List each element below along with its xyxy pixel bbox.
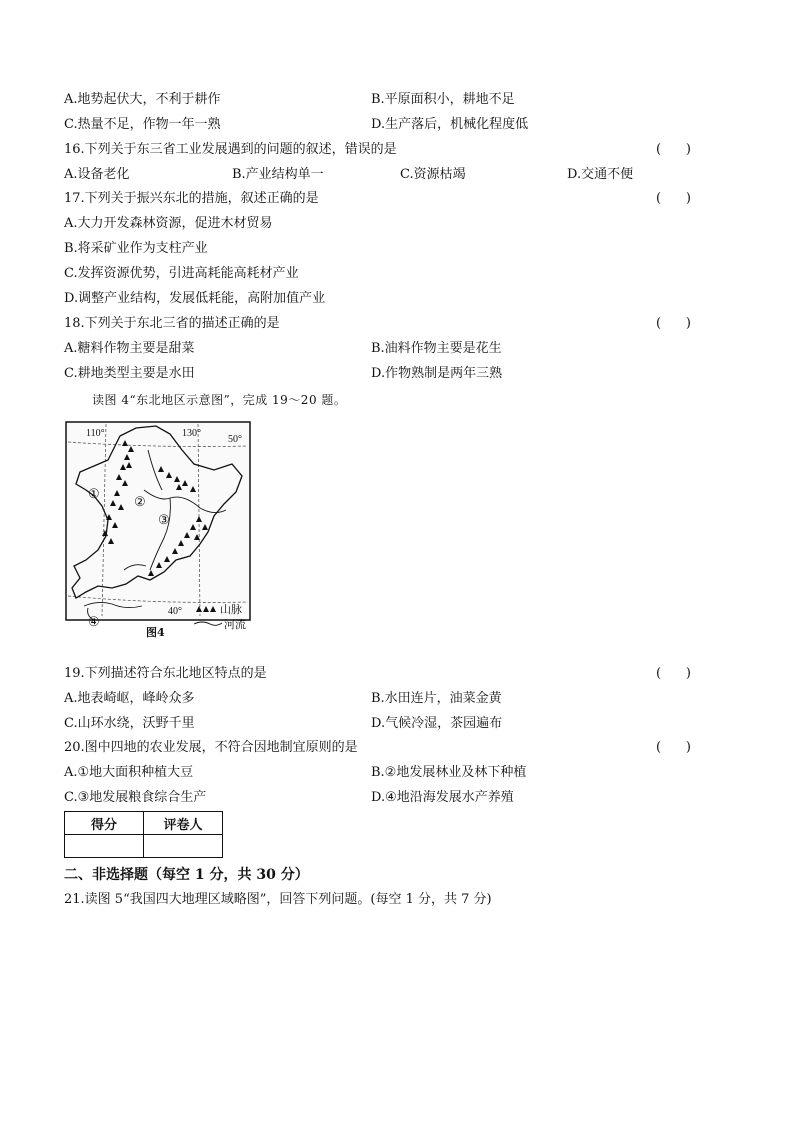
q17-option-c: C.发挥资源优势，引进高耗能高耗材产业 — [64, 266, 299, 281]
region-mark-3: ③ — [158, 513, 170, 528]
q18-answer-paren: ( ) — [656, 316, 691, 331]
q19-option-a: A.地表崎岖，峰岭众多 — [64, 691, 195, 706]
q17-stem: 17.下列关于振兴东北的措施，叙述正确的是 — [64, 191, 319, 206]
lat-label-40: 40° — [168, 606, 182, 617]
q17-option-b: B.将采矿业作为支柱产业 — [64, 241, 208, 256]
legend-river-label: 河流 — [224, 618, 246, 631]
section-2-title: 二、非选择题（每空 1 分，共 30 分） — [64, 867, 309, 883]
q18-option-b: B.油料作物主要是花生 — [371, 341, 502, 356]
q19-option-c: C.山环水绕，沃野千里 — [64, 716, 195, 731]
q21-stem: 21.读图 5“我国四大地理区域略图”，回答下列问题。(每空 1 分，共 7 分) — [64, 892, 492, 907]
q20-option-b: B.②地发展林业及林下种植 — [371, 765, 527, 780]
score-header: 得分 — [65, 812, 144, 835]
grader-cell[interactable] — [144, 835, 223, 858]
q19-option-b: B.水田连片，油菜金黄 — [371, 691, 502, 706]
score-cell[interactable] — [65, 835, 144, 858]
score-table — [64, 811, 223, 858]
grader-header: 评卷人 — [144, 812, 223, 835]
q20-option-d: D.④地沿海发展水产养殖 — [371, 790, 514, 805]
q17-answer-paren: ( ) — [656, 191, 691, 206]
q20-answer-paren: ( ) — [656, 740, 691, 755]
map-prompt: 读图 4“东北地区示意图”，完成 19～20 题。 — [92, 393, 347, 407]
region-mark-2: ② — [134, 495, 146, 510]
q18-option-d: D.作物熟制是两年三熟 — [371, 366, 503, 381]
q19-answer-paren: ( ) — [656, 666, 691, 681]
q16-stem: 16.下列关于东三省工业发展遇到的问题的叙述，错误的是 — [64, 142, 397, 157]
region-mark-4: ④ — [88, 615, 100, 630]
q15-option-c: C.热量不足，作物一年一熟 — [64, 117, 221, 132]
q15-option-b: B.平原面积小，耕地不足 — [371, 92, 515, 107]
lon-label-130: 130° — [182, 428, 201, 439]
q16-answer-paren: ( ) — [656, 142, 691, 157]
q18-stem: 18.下列关于东北三省的描述正确的是 — [64, 316, 280, 331]
q16-option-b: B.产业结构单一 — [232, 167, 324, 182]
q17-option-a: A.大力开发森林资源，促进木材贸易 — [64, 216, 273, 231]
q20-stem: 20.图中四地的农业发展，不符合因地制宜原则的是 — [64, 740, 358, 755]
lon-label-110: 110° — [86, 428, 105, 439]
score-table-blank-row — [65, 835, 223, 858]
q15-option-a: A.地势起伏大，不利于耕作 — [64, 92, 221, 107]
region-mark-1: ① — [88, 487, 100, 502]
q19-option-d: D.气候冷湿，茶园遍布 — [371, 716, 503, 731]
score-table-header-row — [65, 812, 223, 835]
q16-option-d: D.交通不便 — [567, 167, 634, 182]
legend-river-symbol — [194, 622, 222, 625]
map-caption: 图4 — [146, 626, 165, 638]
northeast-map-figure — [64, 420, 252, 638]
q16-option-a: A.设备老化 — [64, 167, 130, 182]
q16-option-c: C.资源枯竭 — [400, 167, 466, 182]
q15-option-d: D.生产落后，机械化程度低 — [371, 117, 529, 132]
northeast-map-svg — [64, 420, 252, 638]
q20-option-a: A.①地大面积种植大豆 — [64, 765, 194, 780]
q19-stem: 19.下列描述符合东北地区特点的是 — [64, 666, 267, 681]
q20-option-c: C.③地发展粮食综合生产 — [64, 790, 207, 805]
q18-option-a: A.糖料作物主要是甜菜 — [64, 341, 195, 356]
q17-option-d: D.调整产业结构，发展低耗能，高附加值产业 — [64, 291, 326, 306]
lat-label-50: 50° — [228, 434, 242, 445]
legend-mountain-label: 山脉 — [220, 603, 242, 616]
q18-option-c: C.耕地类型主要是水田 — [64, 366, 195, 381]
